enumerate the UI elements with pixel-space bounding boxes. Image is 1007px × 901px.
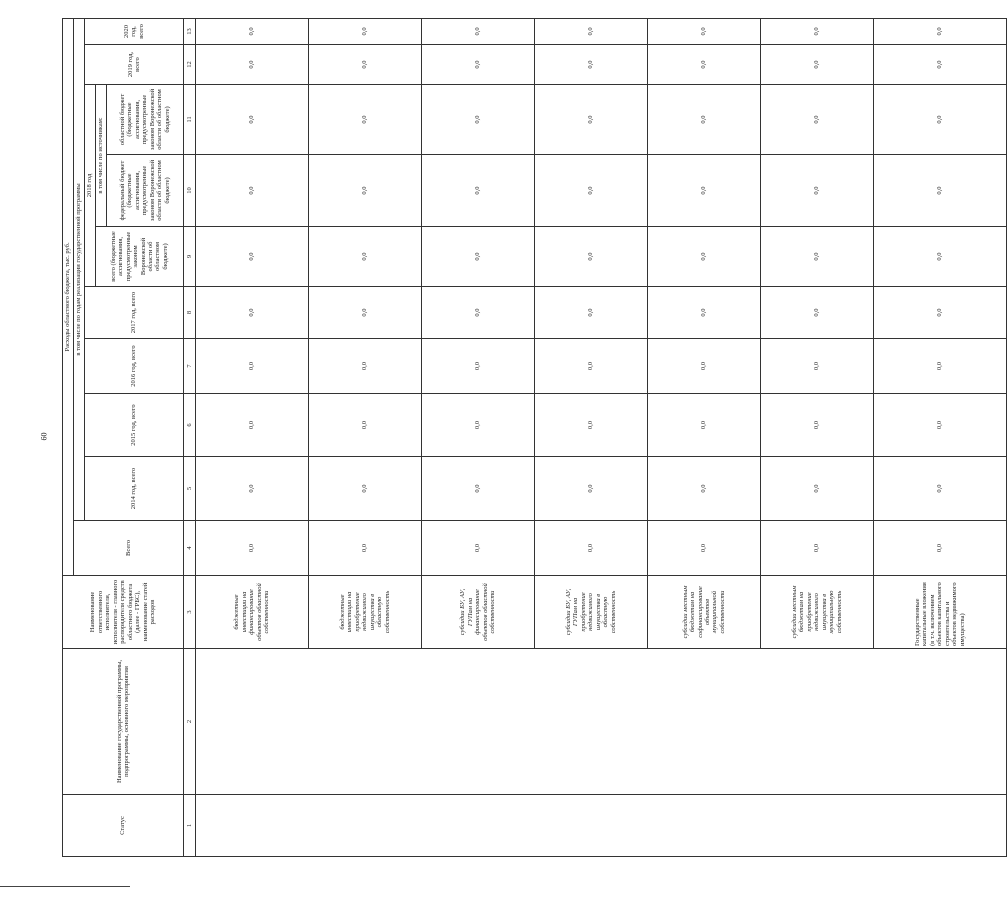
header-2020: 2020 год, всего xyxy=(85,18,184,44)
header-by-sources: в том числе по источникам: xyxy=(96,85,107,227)
value-cell: 0,0 xyxy=(309,394,422,457)
value-cell: 0,0 xyxy=(196,339,309,394)
page-number: 60 xyxy=(39,432,49,441)
value-cell: 0,0 xyxy=(761,85,874,155)
expense-item-label: субсидии БУ, АУ, ГУПам на приобретение недвижимого имущества в областную собственность xyxy=(535,576,648,649)
value-cell: 0,0 xyxy=(874,287,1007,339)
value-cell: 0,0 xyxy=(535,45,648,85)
value-cell: 0,0 xyxy=(874,394,1007,457)
header-2018: 2018 год xyxy=(85,85,96,287)
value-cell: 0,0 xyxy=(648,155,761,227)
status-cell xyxy=(196,795,1007,857)
column-number: 2 xyxy=(184,649,196,795)
value-cell: 0,0 xyxy=(422,287,535,339)
value-cell: 0,0 xyxy=(309,85,422,155)
table-row xyxy=(196,18,309,856)
column-number: 12 xyxy=(184,45,196,85)
value-cell: 0,0 xyxy=(196,287,309,339)
header-2017: 2017 год, всего xyxy=(85,287,184,339)
column-number: 5 xyxy=(184,457,196,521)
value-cell: 0,0 xyxy=(422,339,535,394)
expense-item-label: бюджетные инвестиции на финансирование объектов областной собственности xyxy=(196,576,309,649)
rotated-table-container xyxy=(62,19,966,857)
header-2019: 2019 год, всего xyxy=(85,45,184,85)
value-cell: 0,0 xyxy=(874,18,1007,44)
header-by-years: в том числе по годам реализации государственной программы xyxy=(74,18,85,520)
value-cell: 0,0 xyxy=(196,45,309,85)
value-cell: 0,0 xyxy=(761,287,874,339)
value-cell: 0,0 xyxy=(874,85,1007,155)
column-number: 9 xyxy=(184,227,196,287)
column-number: 8 xyxy=(184,287,196,339)
value-cell: 0,0 xyxy=(535,85,648,155)
header-program: Наименование государственной программы, подпрограммы, основного мероприятия xyxy=(63,649,184,795)
budget-table xyxy=(62,18,1007,857)
column-number: 4 xyxy=(184,521,196,576)
value-cell: 0,0 xyxy=(196,227,309,287)
value-cell: 0,0 xyxy=(761,18,874,44)
column-number: 11 xyxy=(184,85,196,155)
value-cell: 0,0 xyxy=(422,394,535,457)
program-cell xyxy=(196,649,1007,795)
value-cell: 0,0 xyxy=(422,18,535,44)
value-cell: 0,0 xyxy=(535,457,648,521)
value-cell: 0,0 xyxy=(874,339,1007,394)
value-cell: 0,0 xyxy=(309,521,422,576)
value-cell: 0,0 xyxy=(874,155,1007,227)
header-total: Всего xyxy=(74,521,184,576)
value-cell: 0,0 xyxy=(874,227,1007,287)
value-cell: 0,0 xyxy=(309,227,422,287)
value-cell: 0,0 xyxy=(196,18,309,44)
expense-item-label: бюджетные инвестиции на приобретение недвижимого имущества в областную собственность xyxy=(309,576,422,649)
value-cell: 0,0 xyxy=(422,457,535,521)
value-cell: 0,0 xyxy=(535,339,648,394)
value-cell: 0,0 xyxy=(648,339,761,394)
value-cell: 0,0 xyxy=(422,45,535,85)
value-cell: 0,0 xyxy=(874,45,1007,85)
value-cell: 0,0 xyxy=(761,339,874,394)
value-cell: 0,0 xyxy=(648,18,761,44)
value-cell: 0,0 xyxy=(422,227,535,287)
column-number: 10 xyxy=(184,155,196,227)
value-cell: 0,0 xyxy=(648,85,761,155)
value-cell: 0,0 xyxy=(761,155,874,227)
value-cell: 0,0 xyxy=(761,45,874,85)
column-number-row xyxy=(184,18,196,856)
value-cell: 0,0 xyxy=(535,394,648,457)
value-cell: 0,0 xyxy=(535,155,648,227)
value-cell: 0,0 xyxy=(196,457,309,521)
column-number: 1 xyxy=(184,795,196,857)
value-cell: 0,0 xyxy=(761,227,874,287)
header-expenses-group: Расходы областного бюджета, тыс. руб. xyxy=(63,18,74,575)
value-cell: 0,0 xyxy=(309,45,422,85)
column-number: 13 xyxy=(184,18,196,44)
expense-item-label: субсидии местным бюджетам на приобретение недвижимого имущества в муниципальную собственность xyxy=(761,576,874,649)
footer-rule xyxy=(0,886,130,887)
value-cell: 0,0 xyxy=(422,155,535,227)
column-number: 7 xyxy=(184,339,196,394)
expense-item-label: субсидии местным бюджетам на софинансирование объектов муниципальной собственности xyxy=(648,576,761,649)
value-cell: 0,0 xyxy=(761,521,874,576)
header-2015: 2015 год, всего xyxy=(85,394,184,457)
header-2018-total: всего (бюджетные ассигнования, предусмотренные законом Воронежской области об областном бюджете) xyxy=(96,227,184,287)
value-cell: 0,0 xyxy=(196,394,309,457)
value-cell: 0,0 xyxy=(309,457,422,521)
value-cell: 0,0 xyxy=(309,339,422,394)
value-cell: 0,0 xyxy=(535,521,648,576)
header-status: Статус xyxy=(63,795,184,857)
value-cell: 0,0 xyxy=(422,85,535,155)
header-2016: 2016 год, всего xyxy=(85,339,184,394)
value-cell: 0,0 xyxy=(196,521,309,576)
value-cell: 0,0 xyxy=(648,287,761,339)
header-federal: федеральный бюджет (бюджетные ассигнования, предусмотренные законом Воронежской области об областном бюджете) xyxy=(107,155,184,227)
value-cell: 0,0 xyxy=(648,227,761,287)
value-cell: 0,0 xyxy=(535,18,648,44)
value-cell: 0,0 xyxy=(309,18,422,44)
header-regional: областной бюджет (бюджетные ассигнования, предусмотренные законом Воронежской области об областном бюджете) xyxy=(107,85,184,155)
value-cell: 0,0 xyxy=(422,521,535,576)
value-cell: 0,0 xyxy=(648,45,761,85)
header-2014: 2014 год, всего xyxy=(85,457,184,521)
value-cell: 0,0 xyxy=(196,85,309,155)
header-executor: Наименование ответственного исполнителя, исполнителя - главного распорядителя средств областного бюджета (далее - ГРБС), наименование статей расходов xyxy=(63,576,184,649)
value-cell: 0,0 xyxy=(648,394,761,457)
value-cell: 0,0 xyxy=(535,287,648,339)
expense-item-label: Государственные капитальные вложения (в т.ч. включением объектов капитального строительства и объектов недвижимого имущества) xyxy=(874,576,1007,649)
value-cell: 0,0 xyxy=(874,457,1007,521)
value-cell: 0,0 xyxy=(648,521,761,576)
value-cell: 0,0 xyxy=(874,521,1007,576)
value-cell: 0,0 xyxy=(648,457,761,521)
expense-item-label: субсидии БУ, АУ, ГУПам на финансирование объектов областной собственности xyxy=(422,576,535,649)
value-cell: 0,0 xyxy=(309,287,422,339)
value-cell: 0,0 xyxy=(309,155,422,227)
column-number: 6 xyxy=(184,394,196,457)
value-cell: 0,0 xyxy=(196,155,309,227)
value-cell: 0,0 xyxy=(761,394,874,457)
column-number: 3 xyxy=(184,576,196,649)
value-cell: 0,0 xyxy=(761,457,874,521)
value-cell: 0,0 xyxy=(535,227,648,287)
